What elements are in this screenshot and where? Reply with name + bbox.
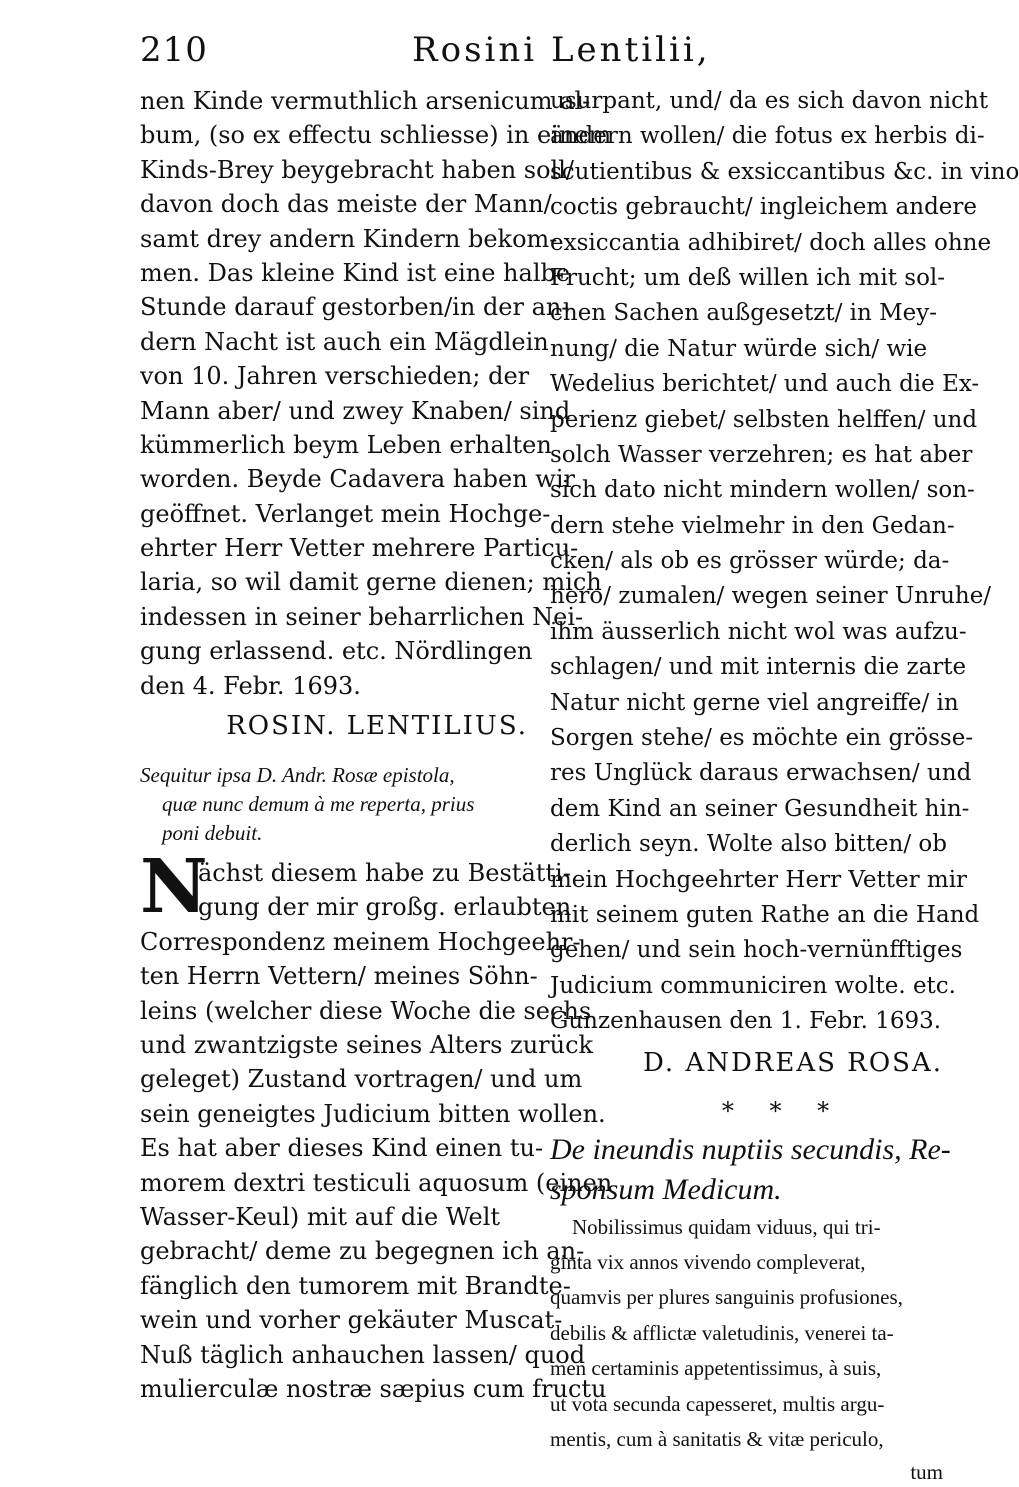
text-line: Mann aber/ und zwey Knaben/ sind [140,396,571,425]
text-line: ginta vix annos vivendo compleverat, [550,1249,866,1274]
text-line: solch Wasser verzehren; es hat aber [550,441,973,468]
text-line: Wedelius berichtet/ und auch die Ex- [550,371,980,398]
text-line: wein und vorher gekäuter Muscat- [140,1306,563,1335]
text-line: coctis gebraucht/ ingleichem andere [550,194,978,221]
sequitur-line: quæ nunc demum à me reperta, prius [162,792,475,817]
text-line: Stunde darauf gestorben/in der an- [140,293,570,322]
text-line: leins (welcher diese Woche die sechs [140,996,592,1025]
text-line: Judicium communiciren wolte. etc. [550,972,956,999]
text-line: und zwantzigste seines Alters zurück [140,1030,594,1059]
text-line: gung erlassend. etc. Nördlingen [140,637,533,666]
text-line: worden. Beyde Cadavera haben wir [140,465,575,494]
text-line: scutientibus & exsiccantibus &c. in vino [550,158,1019,185]
text-line: ut vota secunda capesseret, multis argu- [550,1391,885,1416]
text-line: mulierculæ nostræ sæpius cum fructu [140,1374,607,1403]
text-line: schlagen/ und mit internis die zarte [550,654,967,681]
running-title: Rosini Lentilii, [412,30,711,70]
heading-line: sponsum Medicum. [550,1172,782,1206]
left-letter-text [140,84,612,703]
text-line: perienz giebet/ selbsten helffen/ und [550,406,978,433]
text-line: debilis & afflictæ valetudinis, venerei ta- [550,1320,894,1345]
text-line: sich dato nicht mindern wollen/ son- [550,477,975,504]
left-column [140,84,613,1406]
text-line: Sorgen stehe/ es möchte ein grösse- [550,725,974,752]
text-line: gung der mir großg. erlaubten [198,893,572,922]
text-line: Wasser-Keul) mit auf die Welt [140,1202,501,1231]
catchword: tum [910,1460,943,1485]
page-number: 210 [140,30,208,70]
text-line: men certaminis appetentissimus, à suis, [550,1356,882,1381]
right-column [550,84,1019,1487]
sequitur-line: poni debuit. [162,821,263,846]
text-line: chen Sachen außgesetzt/ in Mey- [550,300,938,327]
signature-lentilius: ROSIN. LENTILIUS. [226,711,528,742]
sequitur-line: Sequitur ipsa D. Andr. Rosæ epistola, [140,763,455,788]
section-asterism: * * * [721,1096,844,1125]
text-line: usurpant, und/ da es sich davon nicht [550,88,989,114]
text-line: kümmerlich beym Leben erhalten [140,430,552,459]
drop-cap: N [140,844,208,931]
text-line: quamvis per plures sanguinis profusiones, [550,1285,903,1310]
text-line: laria, so wil damit gerne dienen; mich [140,568,602,597]
text-line: ächst diesem habe zu Bestätti- [198,859,571,888]
text-line: dern Nacht ist auch ein Mägdlein [140,327,549,356]
text-line: exsiccantia adhibiret/ doch alles ohne [550,229,992,256]
text-line: fänglich den tumorem mit Brandte- [140,1271,571,1300]
text-line: geleget) Zustand vortragen/ und um [140,1065,583,1094]
text-line: men. Das kleine Kind ist eine halbe [140,258,571,287]
text-line: Es hat aber dieses Kind einen tu- [140,1134,544,1163]
text-line: Correspondenz meinem Hochgeehr- [140,927,581,956]
right-letter-text [550,84,1019,1040]
text-line: Natur nicht gerne viel angreiffe/ in [550,689,959,716]
text-line: ihm äusserlich nicht wol was aufzu- [550,618,967,645]
responsum-text [550,1210,955,1458]
text-line: ehrter Herr Vetter mehrere Particu- [140,534,579,563]
text-line: cken/ als ob es grösser würde; da- [550,548,950,575]
text-line: gebracht/ deme zu begegnen ich an- [140,1237,585,1266]
text-line: geöffnet. Verlanget mein Hochge- [140,499,551,528]
text-line: von 10. Jahren verschieden; der [140,362,530,391]
text-line: derlich seyn. Wolte also bitten/ ob [550,831,947,858]
text-line: Frucht; um deß willen ich mit sol- [550,264,946,291]
text-line: bum, (so ex effectu schliesse) in einem [140,121,612,150]
text-line: Kinds-Brey beygebracht haben soll/ [140,155,574,184]
signature-rosa: D. ANDREAS ROSA. [643,1047,943,1078]
page-header [140,22,960,82]
text-line: mit seinem guten Rathe an die Hand [550,901,980,928]
text-line: res Unglück daraus erwachsen/ und [550,760,972,787]
text-line: ten Herrn Vettern/ meines Söhn- [140,962,538,991]
sequitur-note [140,761,540,848]
text-line: indessen in seiner beharrlichen Nei- [140,602,584,631]
section-heading [550,1130,955,1210]
text-line: morem dextri testiculi aquosum (einen [140,1168,613,1197]
text-line: davon doch das meiste der Mann/ [140,190,552,219]
text-line: dern stehe vielmehr in den Gedan- [550,512,955,539]
rosa-letter [140,844,613,1406]
text-line: Gunzenhausen den 1. Febr. 1693. [550,1008,942,1035]
text-line: Nuß täglich anhauchen lassen/ quod [140,1340,586,1369]
text-line: samt drey andern Kindern bekom- [140,224,558,253]
text-line: hero/ zumalen/ wegen seiner Unruhe/ [550,583,992,610]
text-line: nen Kinde vermuthlich arsenicum al- [140,87,591,115]
text-line: sein geneigtes Judicium bitten wollen. [140,1099,606,1128]
text-line: mentis, cum à sanitatis & vitæ periculo, [550,1426,884,1451]
text-line: Nobilissimus quidam viduus, qui tri- [572,1214,881,1239]
text-line: nung/ die Natur würde sich/ wie [550,335,928,362]
text-line: den 4. Febr. 1693. [140,671,361,700]
text-line: dem Kind an seiner Gesundheit hin- [550,795,970,822]
heading-line: De ineundis nuptiis secundis, Re- [550,1132,951,1166]
text-line: mein Hochgeehrter Herr Vetter mir [550,866,968,893]
text-line: ändern wollen/ die fotus ex herbis di- [550,123,985,150]
text-line: gehen/ und sein hoch-vernünfftiges [550,937,963,964]
